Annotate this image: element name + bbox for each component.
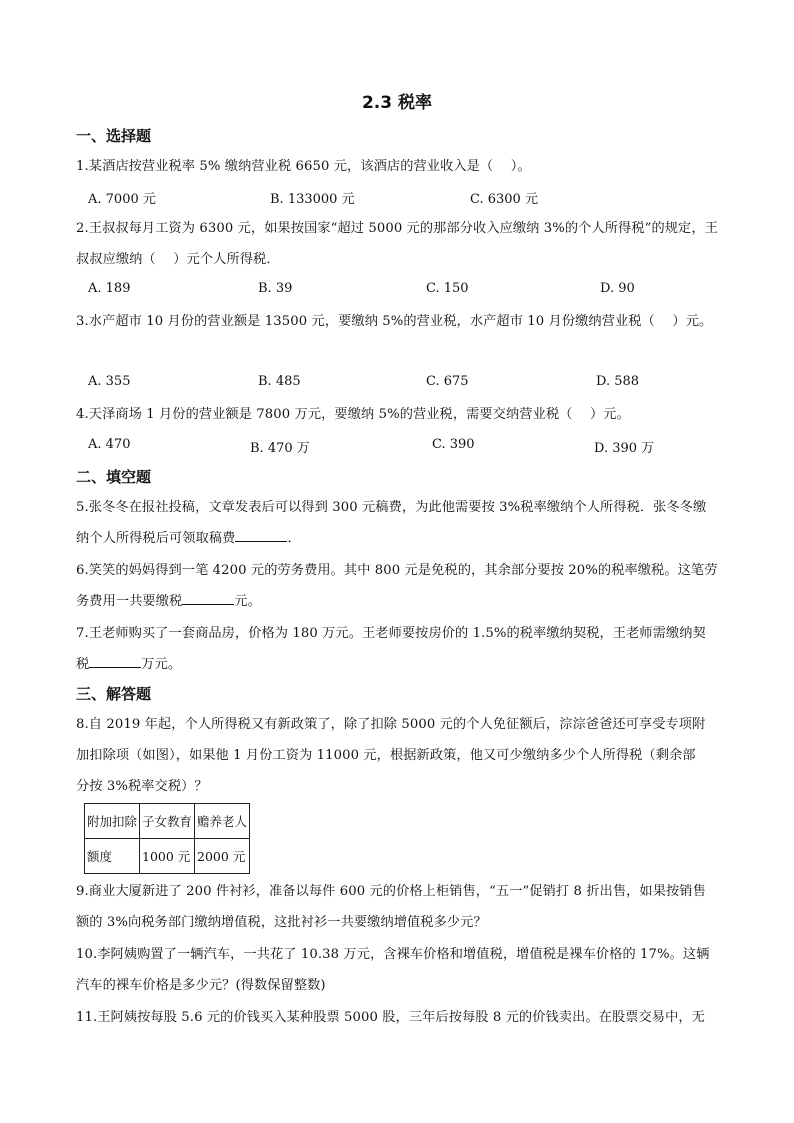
question-4-options <box>88 437 728 457</box>
question-11-line-1: 11.王阿姨按每股 5.6 元的价钱买入某种股票 5000 股，三年后按每股 8 元的价钱卖出。在股票交易中，无 <box>76 1010 705 1025</box>
question-6-text-after-blank: 元。 <box>234 594 261 609</box>
section-heading-fill: 二、填空题 <box>76 468 152 486</box>
question-8-line-2: 加扣除项（如图），如果他 1 月份工资为 11000 元，根据新政策，他又可少缴纳多少个人所得税（剩余部 <box>76 748 696 763</box>
question-5-line-1: 5.张冬冬在报社投稿，文章发表后可以得到 300 元稿费，为此他需要按 3%税率缴纳个人所得税．张冬冬缴 <box>76 500 707 515</box>
question-9-line-2: 额的 3%向税务部门缴纳增值税，这批衬衫一共要缴纳增值税多少元？ <box>76 915 487 930</box>
option-b: B. 470 万 <box>250 441 310 456</box>
table-row <box>85 839 250 874</box>
question-6-line-1: 6.笑笑的妈妈得到一笔 4200 元的劳务费用。其中 800 元是免税的，其余部分要按 20%的税率缴税。这笔劳 <box>76 563 718 578</box>
question-10-line-1: 10.李阿姨购置了一辆汽车，一共花了 10.38 万元，含裸车价格和增值税，增值税是裸车价格的 17%。这辆 <box>76 947 710 962</box>
answer-blank[interactable] <box>89 655 141 668</box>
page-title: 2.3 税率 <box>361 93 433 113</box>
option-b: B. 39 <box>258 281 293 296</box>
section-heading-answer: 三、解答题 <box>76 685 152 703</box>
question-6-line-2 <box>76 586 722 617</box>
question-10 <box>76 939 722 1001</box>
table-header-cell: 子女教育 <box>140 804 195 839</box>
answer-blank[interactable] <box>235 529 287 542</box>
question-7-line-2 <box>76 649 722 680</box>
option-d: D. 390 万 <box>594 441 655 456</box>
deduction-table <box>84 803 250 874</box>
question-6 <box>76 555 722 617</box>
question-2-options <box>88 281 728 301</box>
question-2-line-1: 2.王叔叔每月工资为 6300 元，如果按国家“超过 5000 元的那部分收入应缴纳 3%的个人所得税”的规定，王 <box>76 221 718 236</box>
question-7-text-after-blank: 万元。 <box>141 657 182 672</box>
table-header-cell: 附加扣除 <box>85 804 140 839</box>
question-1-options <box>88 188 728 208</box>
question-5-line-2 <box>76 523 722 554</box>
table-header-cell: 赡养老人 <box>195 804 250 839</box>
question-8-line-1: 8.自 2019 年起，个人所得税又有新政策了，除了扣除 5000 元的个人免征额后，淙淙爸爸还可享受专项附 <box>76 717 706 732</box>
option-c: C. 675 <box>426 374 469 389</box>
question-9 <box>76 876 722 938</box>
question-7 <box>76 618 722 680</box>
question-7-text-before-blank: 税 <box>76 657 90 672</box>
question-8-line-3: 分按 3%税率交税）？ <box>76 779 208 794</box>
question-2 <box>76 213 722 275</box>
table-cell: 2000 元 <box>195 839 250 874</box>
question-4 <box>76 399 722 430</box>
option-c: C. 6300 元 <box>470 192 538 207</box>
option-c: C. 390 <box>432 437 475 452</box>
table-cell: 额度 <box>85 839 140 874</box>
question-5-text-after-blank: ． <box>287 531 301 546</box>
option-d: D. 90 <box>600 281 635 296</box>
question-5 <box>76 492 722 554</box>
section-heading-choice: 一、选择题 <box>76 127 152 145</box>
question-7-line-1: 7.王老师购买了一套商品房，价格为 180 万元。王老师要按房价的 1.5%的税率缴纳契税，王老师需缴纳契 <box>76 626 706 641</box>
question-10-line-2: 汽车的裸车价格是多少元？(得数保留整数) <box>76 978 326 993</box>
question-8 <box>76 709 722 802</box>
question-5-text-before-blank: 纳个人所得税后可领取稿费 <box>76 531 236 546</box>
question-1 <box>76 151 722 182</box>
table-header-row <box>85 804 250 839</box>
option-d: D. 588 <box>596 374 640 389</box>
option-b: B. 485 <box>258 374 301 389</box>
question-2-line-2: 叔叔应缴纳（ ）元个人所得税． <box>76 252 280 267</box>
question-6-text-before-blank: 务费用一共要缴税 <box>76 594 183 609</box>
question-9-line-1: 9.商业大厦新进了 200 件衬衫，准备以每件 600 元的价格上柜销售，“五一”促销打 8 折出售，如果按销售 <box>76 884 706 899</box>
question-3-options <box>88 374 728 394</box>
option-a: A. 470 <box>88 437 131 452</box>
question-3 <box>76 306 722 337</box>
table-cell: 1000 元 <box>140 839 195 874</box>
option-c: C. 150 <box>426 281 469 296</box>
option-a: A. 7000 元 <box>88 192 156 207</box>
question-3-text: 3.水产超市 10 月份的营业额是 13500 元，要缴纳 5%的营业税，水产超市 10 月份缴纳营业税（ ）元。 <box>76 314 713 329</box>
option-a: A. 355 <box>88 374 131 389</box>
answer-blank[interactable] <box>182 592 234 605</box>
option-b: B. 133000 元 <box>270 192 355 207</box>
option-a: A. 189 <box>88 281 131 296</box>
question-11 <box>76 1002 722 1033</box>
question-4-text: 4.天泽商场 1 月份的营业额是 7800 万元，要缴纳 5%的营业税，需要交纳营业税（ ）元。 <box>76 407 630 422</box>
question-1-text: 1.某酒店按营业税率 5% 缴纳营业税 6650 元，该酒店的营业收入是（ ）。 <box>76 159 531 174</box>
